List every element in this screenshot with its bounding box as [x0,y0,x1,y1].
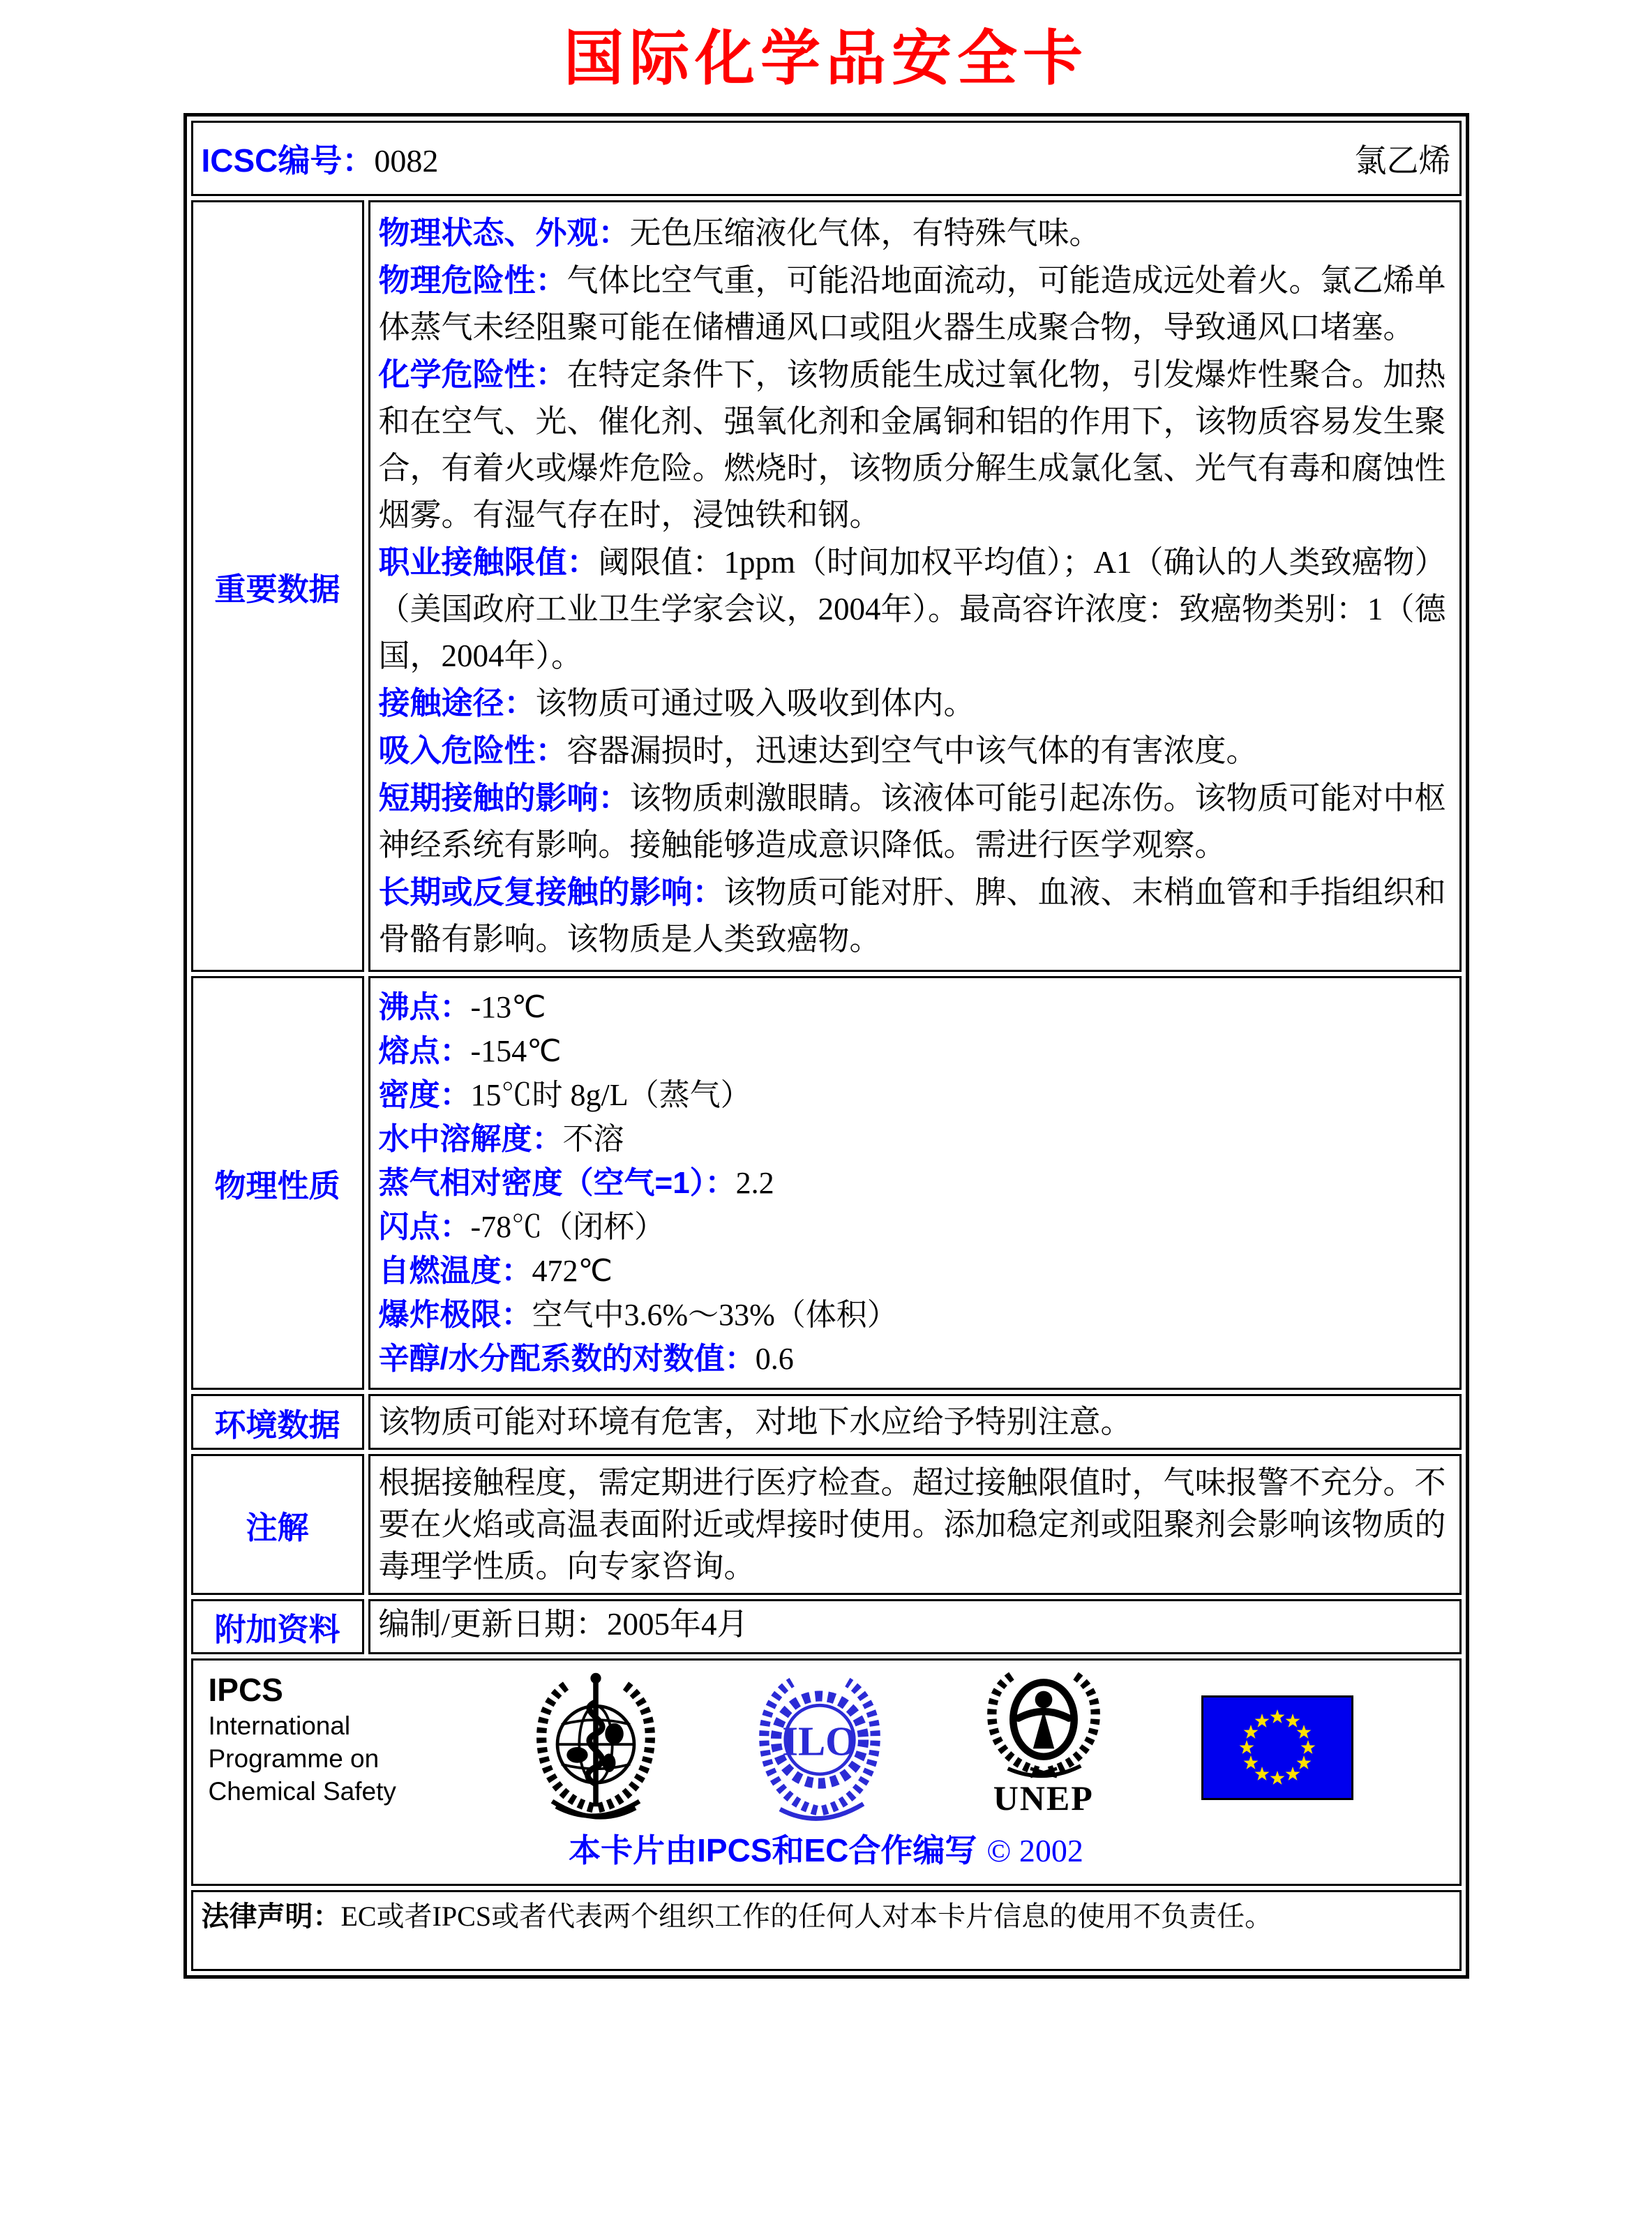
physical-properties-label: 物理性质 [191,976,364,1390]
prop-label: 辛醇/水分配系数的对数值： [378,1342,756,1376]
additional-info-row [191,1599,1462,1654]
prop-vapor-density [379,1161,1451,1205]
eu-flag-icon [1201,1695,1353,1800]
prop-value: 15℃时 8g/L（蒸气） [470,1078,751,1112]
prop-explosive-limits [379,1293,1451,1337]
field-chemical-danger [379,351,1451,539]
prop-label: 水中溶解度： [378,1122,563,1156]
field-label: 化学危险性： [378,357,567,392]
ipcs-text-block [209,1670,439,1808]
legal-label: 法律声明： [201,1901,341,1932]
prop-label: 闪点： [378,1210,471,1244]
environmental-data-label: 环境数据 [191,1394,364,1450]
additional-info-text: 编制/更新日期：2005年4月 [378,1607,749,1642]
field-physical-danger [379,257,1451,351]
field-text: 容器漏损时，迅速达到空气中该气体的有害浓度。 [566,733,1258,768]
icsc-card-table [183,113,1469,1979]
field-label: 长期或反复接触的影响： [378,874,724,910]
ipcs-line-2: Programme on [208,1744,380,1773]
chemical-name: 氯乙烯 [1354,143,1451,179]
legal-row [191,1890,1462,1971]
unep-label: UNEP [993,1778,1094,1818]
field-exposure-routes [379,680,1451,727]
physical-properties-content [368,976,1462,1390]
copyright-text: 本卡片由IPCS和EC合作编写 [569,1832,977,1868]
prop-label: 爆炸极限： [378,1298,532,1332]
prop-autoignition-temp [379,1249,1451,1293]
legal-cell [191,1890,1462,1971]
prop-boiling-point [379,985,1451,1029]
field-physical-state [379,209,1451,257]
ipcs-line-1: International [208,1711,351,1740]
prop-value: 不溶 [562,1122,624,1156]
field-text: 在特定条件下，该物质能生成过氧化物，引发爆炸性聚合。加热和在空气、光、催化剂、强氧化剂和金属铜和铝的作用下，该物质容易发生聚合，有着火或爆炸危险。燃烧时，该物质分解生成氯化氢、光气有毒和腐蚀性烟雾。有湿气存在时，浸蚀铁和钢。 [378,357,1446,532]
prop-water-solubility [379,1117,1451,1161]
environmental-data-row [191,1394,1462,1450]
page-title: 国际化学品安全卡 [564,25,1088,92]
field-text: 该物质可能对肝、脾、血液、末梢血管和手指组织和骨骼有影响。该物质是人类致癌物。 [378,875,1446,957]
copyright-line [202,1825,1451,1871]
ipcs-title: IPCS [208,1672,283,1708]
field-label: 物理状态、外观： [378,215,630,250]
prop-value: -13℃ [470,990,546,1024]
icsc-number-label: ICSC编号： [201,142,375,179]
notes-label: 注解 [191,1454,364,1595]
field-occupational-limits [379,539,1451,680]
important-data-content [368,200,1462,972]
important-data-row [191,200,1462,972]
field-inhalation-risk [379,727,1451,774]
prop-value: 472℃ [532,1254,613,1288]
ilo-monogram: ILO [782,1718,857,1764]
prop-label: 自燃温度： [378,1254,532,1288]
prop-value: -154℃ [470,1034,562,1068]
prop-melting-point [379,1029,1451,1073]
field-label: 吸入危险性： [378,733,567,768]
important-data-label: 重要数据 [191,200,364,972]
field-text: 该物质可通过吸入吸收到体内。 [535,686,975,721]
prop-value: 0.6 [755,1342,794,1376]
prop-label: 熔点： [378,1034,471,1068]
ipcs-line-3: Chemical Safety [208,1777,396,1806]
ilo-logo-icon [753,1670,886,1822]
logos-row [202,1666,1451,1822]
environmental-data-text: 该物质可能对环境有危害，对地下水应给予特别注意。 [378,1404,1132,1439]
additional-info-label: 附加资料 [191,1599,364,1654]
prop-flash-point [379,1205,1451,1249]
prop-value: -78℃（闭杯） [470,1210,666,1244]
icsc-number-value: 0082 [374,143,439,179]
field-label: 短期接触的影响： [378,780,630,816]
notes-text: 根据接触程度，需定期进行医疗检查。超过接触限值时，气味报警不充分。不要在火焰或高温表面附近或焊接时使用。添加稳定剂或阻聚剂会影响该物质的毒理学性质。向专家咨询。 [378,1465,1446,1584]
header-row [191,121,1462,196]
legal-text: EC或者IPCS或者代表两个组织工作的任何人对本卡片信息的使用不负责任。 [340,1901,1273,1932]
footer-cell [191,1658,1462,1886]
prop-label: 密度： [378,1078,471,1112]
field-text: 阈限值：1ppm（时间加权平均值）；A1（确认的人类致癌物）（美国政府工业卫生学家会议，2004年）。最高容许浓度：致癌物类别：1（德国，2004年）。 [378,545,1446,673]
field-label: 职业接触限值： [378,544,599,580]
physical-properties-row [191,976,1462,1390]
prop-value: 2.2 [735,1166,774,1200]
notes-row [191,1454,1462,1595]
prop-label: 沸点： [378,990,471,1024]
copyright-year: © 2002 [986,1833,1083,1868]
prop-density [379,1073,1451,1117]
icsc-number-group [202,135,439,181]
field-label: 接触途径： [378,685,536,721]
field-text: 该物质刺激眼睛。该液体可能引起冻伤。该物质可能对中枢神经系统有影响。接触能够造成意识降低。需进行医学观察。 [378,781,1446,862]
prop-log-pow [379,1337,1451,1381]
notes-content [368,1454,1462,1595]
who-logo-icon [530,1670,662,1822]
field-text: 无色压缩液化气体，有特殊气味。 [629,216,1101,250]
prop-label: 蒸气相对密度（空气=1）： [378,1166,736,1200]
header-cell [191,121,1462,196]
field-short-term-effects [379,774,1451,869]
field-long-term-effects [379,869,1451,963]
prop-value: 空气中3.6%～33%（体积） [532,1298,898,1332]
additional-info-content [368,1599,1462,1654]
footer-row [191,1658,1462,1886]
field-label: 物理危险性： [378,262,567,298]
unep-logo-icon [977,1670,1110,1818]
field-text: 气体比空气重，可能沿地面流动，可能造成远处着火。氯乙烯单体蒸气未经阻聚可能在储槽通风口或阻火器生成聚合物，导致通风口堵塞。 [378,263,1446,345]
environmental-data-content [368,1394,1462,1450]
